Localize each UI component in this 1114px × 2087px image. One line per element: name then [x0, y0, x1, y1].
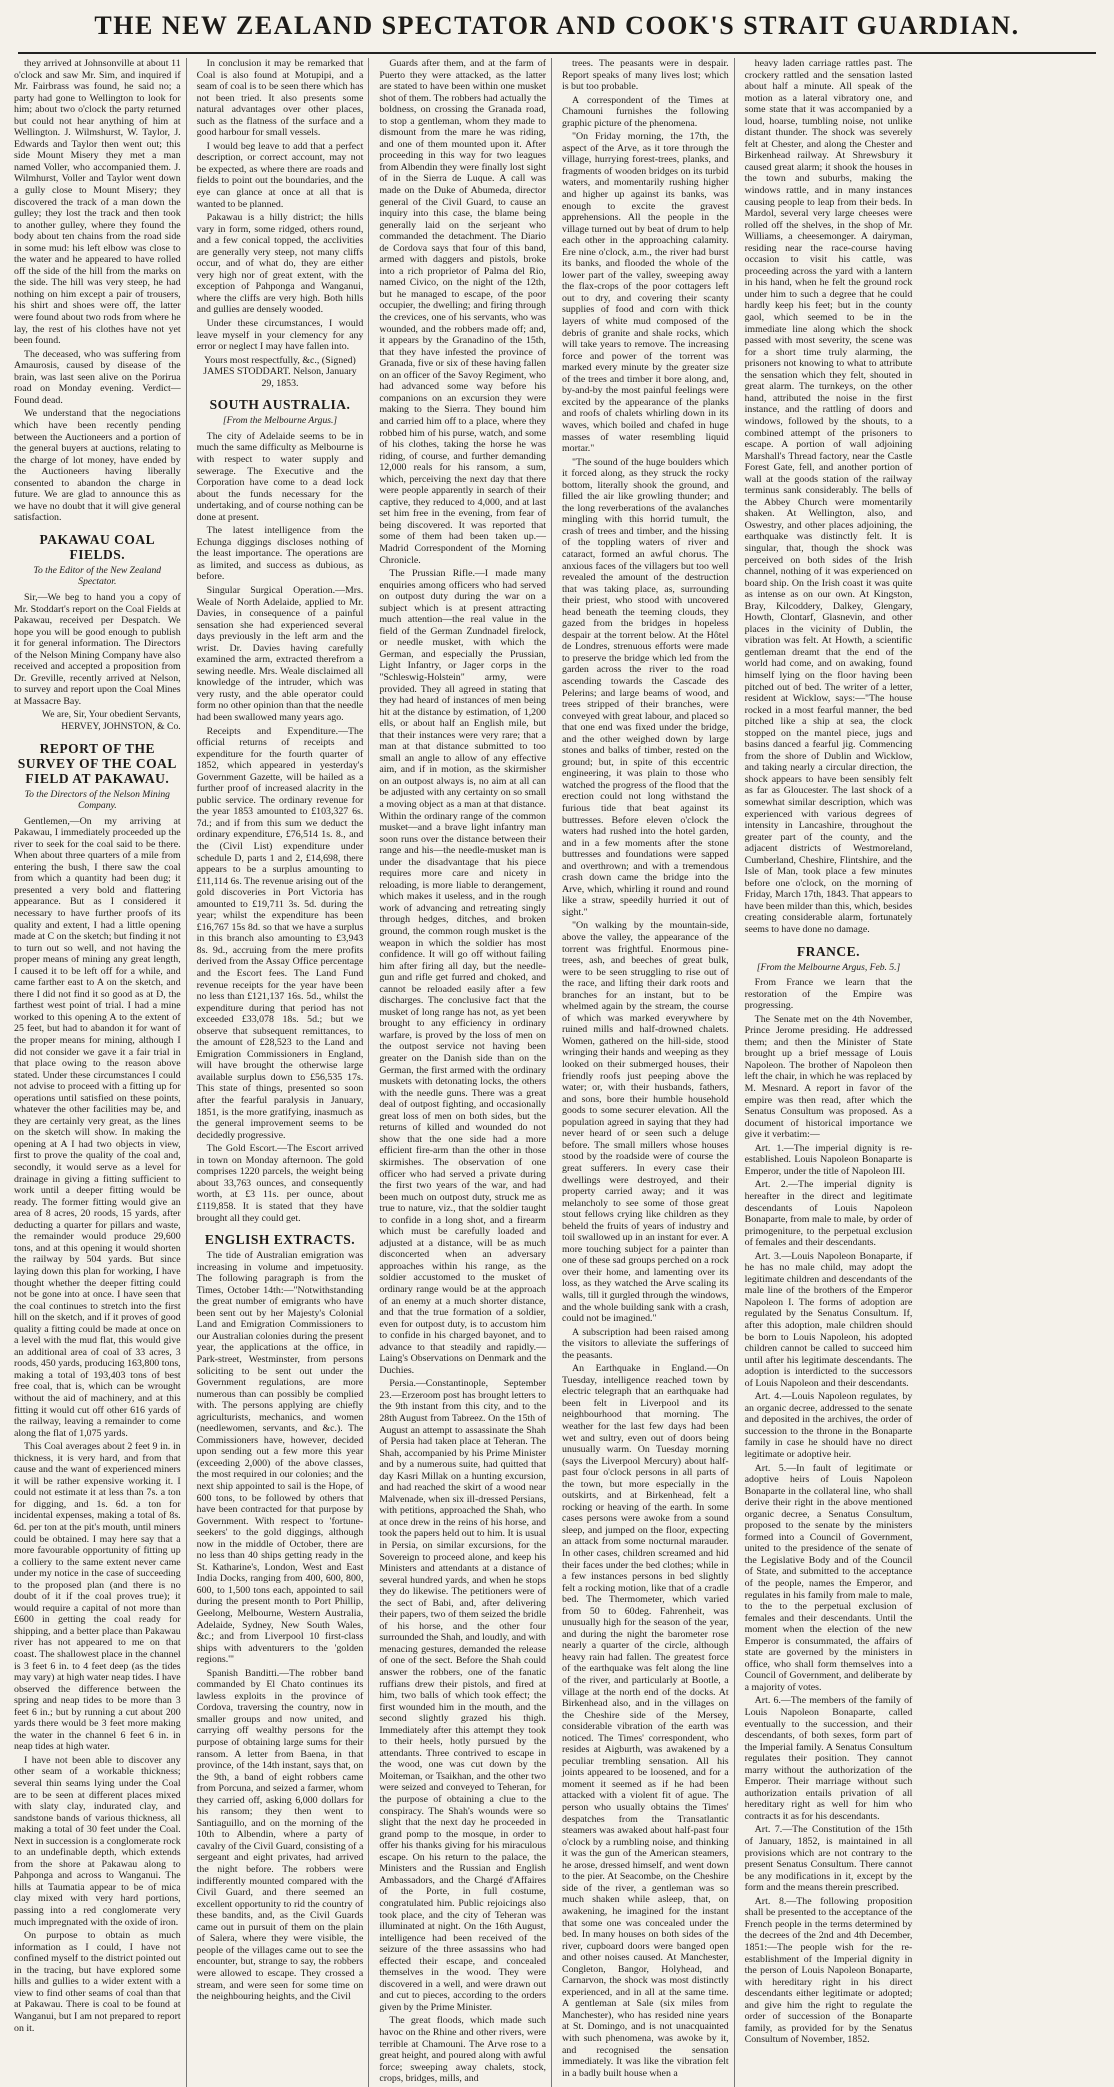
paragraph: Sir,—We beg to hand you a copy of Mr. Stoddart's report on the Coal Fields at Pakawau, received per Despatch. We hope you will be good enough to publish it for general information. The Directors of the Nelson Mining Company have also received and accepted a proposition from Dr. Greville, recently arrived at Nelson, to survey and report upon the Coal Mines at Massacre Bay. — [14, 591, 181, 707]
paragraph: they arrived at Johnsonville at about 11 o'clock and saw Mr. Sim, and inquired if Mr. Fairbrass was found, he said no; a party had gone to Wellington to look for him; about two o'clock the party returned but could not hear anything of him at Wellington. J. Wilmshurst, W. Taylor, J. Edwards and Taylor then went out; this side Mount Misery they met a man named Voller, who accompanied them. J. Wilmhurst, Voller and Taylor went down a gully close to Mount Misery; they discovered the track of a man down the gulley; they lost the track and then took to another gulley, where they found the body about ten chains from the road side in some mud: his left elbow was close to the water and he appeared to have rolled off the side of the hill from the marks on the side. The hill was very steep, he had nothing on him except a pair of trousers, his shirt and shoes were off, the latter were found about two rods from where he lay, the rest of his clothes have not yet been found. — [14, 58, 181, 347]
paragraph: An Earthquake in England.—On Tuesday, intelligence reached town by electric telegraph that an earthquake had been felt in Liverpool and its neighbourhood that morning. The weather for the last few days had been wet and sultry, even out of doors being unusually warm. On Tuesday morning (says the Liverpool Mercury) about half-past four o'clock persons in all parts of the town, but more especially in the outskirts, and at Birkenhead, felt a rocking or heaving of the earth. In some cases persons were awoke from a sound sleep, and jumped on the floor, expecting an attack from some nocturnal marauder. In other cases, children screamed and hid their faces under the bed clothes; while in a few instances persons in bed slightly felt a rocking motion, like that of a cradle bed. The Thermometer, which varied from 50 to 60deg. Fahrenheit, was unusually high for the season of the year, and during the night the barometer rose nearly a quarter of the circle, although heavy rain had fallen. The greatest force of the earthquake was felt along the line of the river, and particularly at Bootle, a village at the north end of the docks. At Birkenhead also, and in the villages on the Cheshire side of the Mersey, considerable vibration of the earth was noticed. The Times' correspondent, who resides at Aigburth, was awakened by a peculiar trembling sensation. All his joints appeared to be loosened, and for a moment it seemed as if he had been attacked with a violent fit of ague. The person who usually obtains the Times' despatches from the Transatlantic steamers was awaked about half-past four o'clock by a rumbling noise, and thinking it was the gun of the American steamers, he arose, dressed himself, and went down to the pier. At Seacombe, on the Cheshire side of the river, a gentleman was so much shaken while asleep, that, on awakening, he imagined for the instant that some one was concealed under the bed. In many houses on both sides of the river, cupboard doors were banged open and other noises caused. At Manchester, Congleton, Bangor, Holyhead, and Carnarvon, the shock was most distinctly experienced, and in all at the same time. A gentleman at Sale (six miles from Manchester), who has resided nine years at St. Domingo, and is not unacquainted with such phenomena, was awoke by it, and recognised the sensation immediately. It was like the vibration felt in a badly built house when a — [562, 1363, 729, 2079]
paragraph: The Senate met on the 4th November, Prince Jerome presiding. He addressed them; and then the Minister of State brought up a brief message of Louis Napoleon. The brother of Napoleon then left the chair, in which he was replaced by M. Mesnard. A report in favor of the empire was then read, after which the Senatus Consultum was proposed. As a document of historical importance we give it verbatim:— — [744, 1013, 913, 1141]
section-source: [From the Melbourne Argus.] — [222, 415, 338, 427]
paragraph: Guards after them, and at the farm of Puerto they were attacked, as the latter are stated to have been within one musket shot of them. The robbers had actually the boldness, on crossing the Granada road, to stop a gentleman, whom they made to dismount from the mare he was riding, and one of them mounted upon it. After proceeding in this way for two leagues from Albendin they were finally lost sight of in the Sierra de Luque. A call was made on the Duke of Abumeda, director general of the Civil Guard, to cause an inquiry into this case, the blame being generally laid on the serjeant who commanded the detachment. The Diario de Cordova says that four of this band, armed with daggers and pistols, broke into a rich proprietor of Palma del Rio, named Civico, on the night of the 12th, but he managed to escape, of the poor occupier, the dwelling; and firing through the crevices, one of his servants, who was wounded, and the robbers made off; and, it appears by the Granadino of the 15th, that they have infested the province of Granada, five or six of these having fallen on an officer of the Savoy Regiment, who had advanced some way before his companions on an excursion they were making to the Sierra. They bound him and carried him off to a place, where they robbed him of his purse, watch, and some of his clothes, taking the horse he was riding, of course, and further demanding 12,000 reals for his ransom, a sum, which, perceiving the next day that there were people apparently in search of their captive, they reduced to 4,000, and at last set him free in the evening, from fear of being discovered. It was reported that some of them had been taken up.—Madrid Correspondent of the Morning Chronicle. — [379, 58, 546, 566]
column-3 — [379, 58, 552, 2087]
paragraph: heavy laden carriage rattles past. The crockery rattled and the sensation lasted about half a minute. All speak of the motion as a lateral vibratory one, and some state that it was accompanied by a loud, hoarse, tumbling noise, not unlike distant thunder. The shock was severely felt at Chester, and along the Chester and Birkenhead railway. At Shrewsbury it caused great alarm; it shook the houses in the town and suburbs, making the windows rattle, and in many instances causing people to leap from their beds. In Mardol, several very large cheeses were rolled off the shelves, in the shop of Mr. Williams, a cheesemonger. A dairyman, residing near the race-course having occasion to visit his cattle, was proceeding across the yard with a lantern in his hand, when he felt the ground rock under him to such a degree that he could hardly keep his feet; but in the county gaol, which seemed to be in the immediate line along which the shock passed with most severity, the scene was for a short time truly alarming, the prisoners not knowing to what to attribute the sensation which they felt, shouted in great alarm. The turnkeys, on the other hand, attributed the noise in the first instance, and the rattling of doors and windows, followed by the shouts, to a combined attempt of the prisoners to escape. A portion of wall adjoining Marshall's Thread factory, near the Castle Forest Gate, fell, and another portion of wall at the goods station of the railway terminus sank considerably. The bells of the Abbey Church were momentarily shaken. At Wellington, also, and Oswestry, and other places adjoining, the earthquake was distinctly felt. It is singular, that, though the shock was perceived on both sides of the Irish channel, nothing of it was experienced on board ship. On the Irish coast it was quite as intense as on our own. At Kingston, Bray, Kilcoddery, Dalkey, Glengary, Howth, Clontarf, Glasnevin, and other places in the vicinity of Dublin, the vibration was felt. At Howth, a scientific gentleman dreamt that the end of the world had come, and on awaking, found himself lying on the floor having been pitched out of bed. The writer of a letter, resident at Wicklow, says:—"The house rocked in a most fearful manner, the bed pitched like a ship at sea, the clock stopped on the mantel piece, jugs and basins danced a fearful jig. Commencing from the shore of Dublin and Wicklow, and taking nearly a circular direction, the shock appears to have been sensibly felt as far as Gloucester. The last shock of a somewhat similar description, which was experienced with various degrees of intensity in Lancashire, throughout the greater part of the county, and the adjacent districts of Westmoreland, Cumberland, Cheshire, Flintshire, and the Isle of Man, took place a few minutes before one o'clock, on the morning of Friday, March 17th, 1843. That appears to have been milder than this, which, besides creating considerable alarm, fortunately seems to have done no damage. — [744, 58, 913, 936]
paragraph: Under these circumstances, I would leave myself in your clemency for any error or neglect I may have fallen into. — [196, 318, 364, 353]
paragraph: The tide of Australian emigration was increasing in volume and impetuosity. The following paragraph is from the Times, October 14th:—"Notwithstanding the great number of emigrants who have been sent out by her Majesty's Colonial Land and Emigration Commissioners to our Australian colonies during the present year, the applications at the office, in Park-street, Westminster, from persons soliciting to be sent out under the Government regulations, are more numerous than can possibly be complied with. The persons applying are chiefly agriculturists, mechanics, and women (needlewomen, servants, and &c.). The Commissioners have, however, decided upon sending out a few more this year (exceeding 2,000) of the above classes, the most required in our colonies; and the next ship appointed to sail is the Hope, of 600 tons, to be followed by others that have been contracted for that purpose by Government. With respect to 'fortune-seekers' to the gold diggings, although now in the middle of October, there are no less than 40 ships getting ready in the St. Katharine's, London, West and East India Docks, ranging from 400, 600, 800, 600, to 1,500 tons each, appointed to sail during the present month to Port Phillip, Geelong, Melbourne, Western Australia, Adelaide, Sydney, New South Wales, &c.; and from Liverpool 10 first-class ships with adventurers to the 'golden regions.'" — [196, 1250, 364, 1666]
section-heading: REPORT OF THE SURVEY OF THE COAL FIELD AT PAKAWAU. — [17, 740, 177, 786]
paragraph: A correspondent of the Times at Chamouni furnishes the following graphic picture of the phenomena. — [562, 94, 729, 129]
paragraph: We understand that the negociations which have been recently pending between the Auctioneers and a portion of the general buyers at auctions, relating to the charge of lot money, have ended by the Auctioneers having liberally consented to abandon the charge in future. We are glad to announce this as we have no doubt that it will give general satisfaction. — [14, 408, 181, 524]
column-2 — [197, 58, 370, 2087]
paragraph: Pakawau is a hilly district; the hills vary in form, some ridged, others round, and a few conical topped, the acclivities are generally very steep, not many cliffs occur, and of what do, they are either very high nor of great extent, with the exception of Pahponga and Wanganui, where the cliffs are very high. Both hills and gullies are densely wooded. — [196, 212, 364, 316]
paragraph: Art. 2.—The imperial dignity is hereafter in the direct and legitimate descendants of Louis Napoleon Bonaparte, from male to male, by order of primogeniture, to the perpetual exclusion of females and their descendants. — [744, 1179, 913, 1249]
paragraph: A subscription had been raised among the visitors to alleviate the sufferings of the peasants. — [562, 1326, 729, 1361]
paragraph: The latest intelligence from the Echunga diggings discloses nothing of the least importance. The operations are as limited, and success as dubious, as before. — [196, 525, 364, 583]
paragraph: On purpose to obtain as much information as I could, I have not confined myself to the district pointed out in the tracing, but have explored some hills and gullies to a wider extent with a view to find other seams of coal than that at Pakawau. There is coal to be found at Wanganui, but I am not prepared to report on it. — [14, 1930, 181, 2034]
section-heading: SOUTH AUSTRALIA. — [209, 397, 351, 413]
paragraph: I would beg leave to add that a perfect description, or correct account, may not be expected, as where there are roads and fields to point out the boundaries, and the eye can glance at once at all that is wanted to be planned. — [196, 140, 364, 210]
paragraph: The deceased, who was suffering from Amaurosis, caused by disease of the brain, was last seen alive on the Porirua road on Monday evening. Verdict—Found dead. — [14, 348, 181, 406]
masthead-rule — [18, 52, 1096, 54]
paragraph: Art. 1.—The imperial dignity is re-established. Louis Napoleon Bonaparte is Emperor, under the title of Napoleon III. — [744, 1142, 913, 1177]
paragraph: From France we learn that the restoration of the Empire was progressing. — [744, 977, 913, 1012]
section-heading: FRANCE. — [796, 943, 861, 959]
newspaper-title: THE NEW ZEALAND SPECTATOR AND COOK'S STRAIT GUARDIAN. — [94, 11, 1020, 40]
report-signature: Yours most respectfully, &c., (Signed) JAMES STODDART. Nelson, January 29, 1853. — [203, 354, 357, 389]
paragraph: Receipts and Expenditure.—The official returns of receipts and expenditure for the fourth quarter of 1852, which appeared in yesterday's Government Gazette, will be hailed as a further proof of increased alacrity in the public service. The ordinary revenue for the year 1853 amounted to £103,327 6s. 7d.; and if from this sum we deduct the ordinary expenditure, £76,514 1s. 8., and the (Civil List) expenditure under schedule D, parts 1 and 2, £14,698, there appears to be a surplus amounting to £11,114 6s. The revenue arising out of the gold discoveries in Port Victoria has amounted to £19,711 3s. 5d. during the year; whilst the expenditure has been £16,767 15s 8d. so that we have a surplus in this branch also amounting to £3,943 8s. 9d., accruing from the mere profits derived from the Assay Office percentage and the Escort fees. The Land Fund revenue receipts for the year have been no less than £121,137 16s. 5d., whilst the expenditure during that period has not exceeded £33,078 18s. 5d.; but we observe that subsequent remittances, to the amount of £28,523 to the Land and Emigration Commissioners in England, will have brought the otherwise large available surplus down to £56,535 17s. This state of things, presented so soon after the fearful paralysis in January, 1851, is the more gratifying, inasmuch as the general improvement seems to be decidedly progressive. — [196, 725, 364, 1141]
section-source: To the Editor of the New Zealand Spectator. — [33, 564, 162, 588]
paragraph: The Prussian Rifle.—I made many enquiries among officers who had served on outpost duty during the war on a subject which is at present attracting much attention—the real value in the field of the German Zundnadel firelock, or needle musket, with which the German, and especially the Prussian, Light Infantry, or Jager corps in the "Schleswig-Holstein" army, were provided. They all agreed in stating that they had heard of instances of men being hit at the distance by estimation, of 1,200 ells, or about half an English mile, but that their instances were very rare; that a man at that distance submitted to too small an angle to allow of any effective aim, and if in motion, as the skirmisher on an outpost always is, no aim at all can be adjusted with any certainty on so small a moving object as a man at that distance. Within the ordinary range of the common musket—and a brave light infantry man soon runs over the distance between their range and his—the needle-musket man is under the disadvantage that his piece requires more care and nicety in reloading, is more liable to derangement, which makes it useless, and in the rough work of advancing and retreating singly through hedges, ditches, and broken ground, the common rough musket is the weapon in which the soldier has most confidence. It will go off without failing him after firing all day, but the needle-gun and rifle get furred and choked, and cannot be reloaded easily after a few discharges. The conclusive fact that the musket of long range has not, as yet been brought to any efficiency in ordinary warfare, is proved by the loss of men on the outpost service not having been greater on the Danish side than on the German, the first armed with the ordinary muskets with detonating locks, the others with the needle guns. There was a great deal of outpost fighting, and occasionally great loss of men on both sides, but the returns of killed and wounded do not show that the one side had a more efficient fire-arm than the other in those skirmishes. The observation of one officer who had served a private during the first two years of the war, and had been much on outpost duty, struck me as true to nature, viz., that the soldier taught to confide in a long shot, and a firearm which must be carefully loaded and adjusted at a distance, will be as much disconcerted when an adversary approaches within his range, as the soldier accustomed to the musket of ordinary range would be at the approach of an enemy at a much shorter distance, and that the true formation of a soldier, even for outpost duty, is to accustom him to confide in his charged bayonet, and to advance to that steadily and rapidly.—Laing's Observations on Denmark and the Duchies. — [379, 568, 546, 1376]
paragraph: In conclusion it may be remarked that Coal is also found at Motupipi, and a seam of coal is to be seen there which has not been tried. It also presents some natural advantages over other places, such as the flatness of the surface and a good harbour for small vessels. — [196, 58, 364, 139]
paragraph: The Gold Escort.—The Escort arrived in town on Monday afternoon. The gold comprises 1220 parcels, the weight being about 33,763 ounces, and consequently worth, at £3 11s. per ounce, about £119,858. It is stated that they have brought all they could get. — [196, 1143, 364, 1224]
paragraph: "On walking by the mountain-side, above the valley, the appearance of the torrent was frightful. Enormous pine-trees, ash, and beeches of great bulk, were to be seen struggling to rise out of the race, and lifting their dark roots and branches for an instant, but to be whelmed again by the stream, the course of which was marked everywhere by ruined mills and half-drowned chalets. Women, gathered on the hill-side, stood wringing their hands and weeping as they looked on their submerged houses, their friendly roofs just peeping above the water; or, with their husbands, fathers, and sons, bore their humble household goods to some securer elevation. All the population agreed in saying that they had never heard of or seen such a deluge before. The small millers whose houses stood by the roadside were of course the great sufferers. In every case their dwellings were destroyed, and their property carried away; and it was melancholy to see some of those great stout fellows crying like children as they beheld the fruits of years of industry and toil swallowed up in an instant for ever. A more touching subject for a painter than one of these sad groups perched on a rock over their home, and lamenting over its loss, as they watched the Arve scaling its walls, till it gurgled through the windows, and the whole building sank with a crash, could not be imagined." — [562, 920, 729, 1325]
paragraph: Art. 4.—Louis Napoleon regulates, by an organic decree, addressed to the senate and deposited in the archives, the order of succession to the throne in the Bonaparte family in case he should have no direct legitimate or adoptive heir. — [744, 1391, 913, 1460]
column-4 — [562, 58, 735, 2087]
section-source: To the Directors of the Nelson Mining Company. — [24, 788, 170, 812]
paragraph: I have not been able to discover any other seam of a workable thickness; several thin seams lying under the Coal are to be seen at different places mixed with slaty clay, indurated clay, and sandstone bands of various thickness, all making a total of 30 feet under the Coal. Next in succession is a conglomerate rock to an undefinable depth, which extends from the shore at Pakawau along to Pahponga and across to Wanganui. The hills at Taumatia appear to be of mica clay mixed with very hard portions, passing into a red conglomerate very much impregnated with the oxide of iron. — [14, 1754, 181, 1928]
section-source: [From the Melbourne Argus, Feb. 5.] — [756, 961, 901, 973]
paragraph: "On Friday morning, the 17th, the aspect of the Arve, as it tore through the village, hurrying forest-trees, planks, and fragments of wooden bridges on its turbid waters, and momentarily rushing higher and higher up against its banks, was enough to excite the gravest apprehensions. All the people in the village turned out by beat of drum to help each other in the approaching calamity. Ere nine o'clock, a.m., the river had burst its banks, and flooded the whole of the lower part of the valley, sweeping away the flax-crops of the poor cottagers left out to dry, and covering their scanty supplies of food and corn with thick layers of white mud composed of the debris of granite and shale rocks, which will take years to remove. The increasing force and power of the torrent was marked every minute by the greater size of the trees and timber it bore along, and, by-and-by the most painful feelings were excited by the appearance of the planks and roofs of chalets whirling down in its waves, which boiled and chafed in huge masses of water resembling liquid mortar." — [562, 131, 729, 455]
paragraph: Art. 8.—The following proposition shall be presented to the acceptance of the French people in the terms determined by the decrees of the 2nd and 4th December, 1851:—The people wish for the re-establishment of the Imperial dignity in the person of Louis Napoleon Bonaparte, with hereditary right in his direct descendants either legitimate or adopted; and give him the right to regulate the order of succession of the Bonaparte family, as provided for by the Senatus Consultum of November, 1852. — [744, 1895, 913, 2046]
column-1 — [14, 58, 187, 2087]
paragraph: Art. 6.—The members of the family of Louis Napoleon Bonaparte, called eventually to the succession, and their descendants, of both sexes, form part of the Imperial family. A Senatus Consultum regulates their position. They cannot marry without the authorization of the Emperor. Their marriage without such authorization entails privation of all hereditary right as well for him who contracts it as for his descendants. — [744, 1695, 913, 1822]
paragraph: Persia.—Constantinople, September 23.—Erzeroom post has brought letters to the 9th instant from this city, and to the 28th August from Tabreez. On the 15th of August an attempt to assassinate the Shah of Persia had taken place at Teheran. The Shah, accompanied by his Prime Minister and by a numerous suite, had quitted that day Kasri Millak on a hunting excursion, and had reached the skirt of a wood near Malvenade, when six ill-dressed Persians, with petitions, approached the Shah, who at once drew in the reins of his horse, and took the papers held out to him. It is usual in Persia, on similar excursions, for the Sovereign to proceed alone, and keep his Ministers and attendants at a distance of several hundred yards, and when he stops they do likewise. The petitioners were of the sect of Babi, and, after delivering their papers, two of them seized the bridle of his horse, and the other four surrounded the Shah, and loudly, and with menacing gestures, demanded the release of one of the sect. Before the Shah could answer the robbers, one of the fanatic ruffians drew their pistols, and fired at him, two balls of which took effect; the first wounded him in the mouth, and the second slightly grazed his thigh. Immediately after this attempt they took to their heels, hotly pursued by the attendants. Three contrived to escape in the wood, one was cut down by the Moiteman, or Tsaikhan, and the other two were seized and conveyed to Teheran, for the purpose of obtaining a clue to the conspiracy. The Shah's wounds were so slight that the next day he proceeded in grand pomp to the mosque, in order to offer his thanks giving for his miraculous escape. On his return to the palace, the Ministers and the Russian and English Ambassadors, and the Chargé d'Affaires of the Porte, in full costume, congratulated him. Public rejoicings also took place, and the city of Teheran was illuminated at night. On the 16th August, intelligence had been received of the seizure of the three assassins who had effected their escape, and concealed themselves in the wood. They were discovered in a well, and were drawn out and cut to pieces, according to the orders given by the Prime Minister. — [379, 1378, 546, 2013]
column-5 — [745, 58, 918, 2087]
paragraph: Spanish Banditti.—The robber band commanded by El Chato continues its lawless exploits in the province of Cordova, traversing the country, now in smaller groups and now united, and carrying off wealthy persons for the purpose of obtaining large sums for their ransom. A letter from Baena, in that province, of the 14th instant, says that, on the 9th, a band of eight robbers came from Porcuna, and seized a farmer, whom they carried off, asking 6,000 dollars for his ransom; they then went to Santiaguillo, and on the morning of the 10th to Albendin, where a party of cavalry of the Civil Guard, consisting of a sergeant and eight privates, had arrived the night before. The robbers were indifferently mounted compared with the Civil Guard, and there seemed an excellent opportunity to rid the country of these bandits, and, as the Civil Guards came out in pursuit of them on the plain of Salera, where they were visible, the people of the villages came out to see the encounter, but, strange to say, the robbers were allowed to escape. They crossed a stream, and were seen for some time on the neighbouring heights, and the Civil — [196, 1667, 364, 2003]
paragraph: Art. 7.—The Constitution of the 15th of January, 1852, is maintained in all provisions which are not contrary to the present Senatus Consultum. There cannot be any modifications in it, except by the form and the means therein prescribed. — [744, 1824, 913, 1894]
paragraph: The great floods, which made such havoc on the Rhine and other rivers, were terrible at Chamouni. The Arve rose to a great height, and poured along with awful force; sweeping away chalets, stock, crops, bridges, mills, and — [379, 2015, 546, 2085]
paragraph: This Coal averages about 2 feet 9 in. in thickness, it is very hard, and from that cause and the want of experienced miners it will be rather expensive working it. I could not estimate it at less than 7s. a ton for digging, and 1s. 6d. a ton for incidental expenses, making a total of 8s. 6d. per ton at the pit's mouth, until miners could be obtained. I may here say that a more favourable opportunity of fitting up a colliery to the same extent never came under my notice in the case of succeeding to the proposed plan (and there is no doubt of it if the coal proves true); it would require a capital of not more than £600 in getting the coal ready for shipping, and a better place than Pakawau river has not appeared to me on that coast. The shallowest place in the channel is 3 feet 6 in. to 4 feet deep (as the tides may vary) at high water neap tides. I have observed the difference between the spring and neap tides to be more than 3 feet 6 in.; but by running a cut about 200 yards there would be 3 feet more making the water in the channel 6 feet 6 in. in neap tides at high water. — [14, 1441, 181, 1753]
paragraph: Gentlemen,—On my arriving at Pakawau, I immediately proceeded up the river to seek for the coal said to be there. When about three quarters of a mile from entering the bush, I there saw the coal from which a quantity had been dug; it presented a very bold and flattering appearance. But as I considered it necessary to have further proofs of its quality and extent, I had a little opening made at C on the sketch; but finding it not to turn out so well, and not having the proper means of mining any great length, I caused it to be left off for a while, and came farther east to A on the sketch, and there I did not find it so good as at D, the farthest west point of trial. I had a mine worked to this opening A to the extent of 25 feet, but had to abandon it for want of the proper means for mining, although I did not consider we gave it a fair trial in that place owing to the reason above stated. Under these circumstances I could not advise to proceed with a fitting up for operations until satisfied on these points, whatever the other facilities may be, and they are certainly very great, as the lines on the sketch will show. In making the opening at A I had two objects in view, first to prove the quality of the coal and, secondly, it would serve as a level for drainage in giving a fitting sufficient to work until a deeper fitting would be ready. The former fitting would give an area of 8 acres, 20 roods, 15 yards, after deducting a quarter for pillars and waste, the remainder would produce 29,600 tons, and at this opening it would shorten the railway by 504 yards. But since laying down this plan for working, I have thought whether the deeper fitting could not be gone into at once. I have seen that the coal continues to stretch into the first hill on the sketch, and if it proves of good quality a fitting could be made at once on a level with the mud flat, this would give an additional area of coal of 33 acres, 3 roods, 450 yards, producing 163,800 tons, making a total of 193,403 tons of best free coal, that is, which can be wrought without the aid of machinery, and at this fitting it would cut off other 616 yards of the railway, leaving a remainder to come along the flat of 1,075 yards. — [14, 815, 181, 1439]
section-heading: ENGLISH EXTRACTS. — [204, 1232, 356, 1248]
paragraph: Singular Surgical Operation.—Mrs. Weale of North Adelaide, applied to Mr. Davies, in consequence of a painful sensation she had experienced several days previously in the left arm and the wrist. Dr. Davies having carefully examined the arm, extracted therefrom a sewing needle. Mrs. Weale disclaimed all knowledge of the intruder, which was very rusty, and the able operator could form no other opinion than that the needle had been swallowed many years ago. — [196, 584, 364, 723]
article-columns — [14, 58, 1100, 2085]
masthead — [0, 0, 1114, 52]
paragraph: The city of Adelaide seems to be in much the same difficulty as Melbourne is with respect to water supply and sewerage. The Executive and the Corporation have come to a dead lock about the funds necessary for the undertaking, and of course nothing can be done at present. — [196, 430, 364, 523]
paragraph: "The sound of the huge boulders which it forced along, as they struck the rocky bottom, literally shook the ground, and filled the air like growling thunder; and the long reverberations of the avalanches mingling with this horrid tumult, the crash of trees and timber, and the hissing of the toppling waters of river and cataract, formed an awful chorus. The anxious faces of the villagers but too well revealed the amount of the destruction that was taking place, as, surrounding their priest, who stood with uncovered head beneath the teeming clouds, they gazed from the bridges in hopeless despair at the torrent below. At the Hôtel de Londres, strenuous efforts were made to preserve the bridge which led from the garden across the river to the road ascending towards the Cascade des Pelerins; and large beams of wood, and trees stripped of their branches, were conveyed with great labour, and placed so that one end was fixed under the bridge, and the other weighed down by large stones and balks of timber, rested on the ground; but, in spite of this eccentric engineering, it was plain to those who watched the progress of the flood that the erection could not long withstand the furious tide that beat against its buttresses. Before eleven o'clock the waters had rushed into the hotel garden, and in a few moments after the stone buttresses and foundations were sapped and overthrown; and with a tremendous crash down came the bridge into the Arve, which, whirling it round and round like a straw, speedily hurried it out of sight." — [562, 456, 729, 918]
paragraph: Art. 5.—In fault of legitimate or adoptive heirs of Louis Napoleon Bonaparte in the collateral line, who shall derive their right in the above mentioned organic decree, a Senatus Consultum, proposed to the senate by the ministers formed into a Council of Government, united to the presidence of the senate of the Legislative Body and of the Council of State, and submitted to the acceptance of the people, names the Emperor, and regulates in his family from male to male, to the to the perpetual exclusion of females and their descendants. Until the moment when the election of the new Emperor is consummated, the affairs of state are governed by the ministers in office, who shall form themselves into a Council of Government, and deliberate by a majority of votes. — [744, 1462, 913, 1693]
paragraph: trees. The peasants were in despair. Report speaks of many lives lost; which is but too probable. — [562, 58, 729, 93]
section-heading: PAKAWAU COAL FIELDS. — [39, 531, 156, 562]
letter-signature: We are, Sir, Your obedient Servants, HERVEY, JOHNSTON, & Co. — [41, 709, 181, 732]
paragraph: Art. 3.—Louis Napoleon Bonaparte, if he has no male child, may adopt the legitimate children and descendants of the male line of the brothers of the Emperor Napoleon I. The forms of adoption are regulated by the Senatus Consultum. If, after this adoption, male children should be born to Louis Napoleon, his adopted children cannot be called to succeed him until after his legitimate descendants. The adoption is interdicted to the successors of Louis Napoleon and their descendants. — [744, 1250, 913, 1389]
